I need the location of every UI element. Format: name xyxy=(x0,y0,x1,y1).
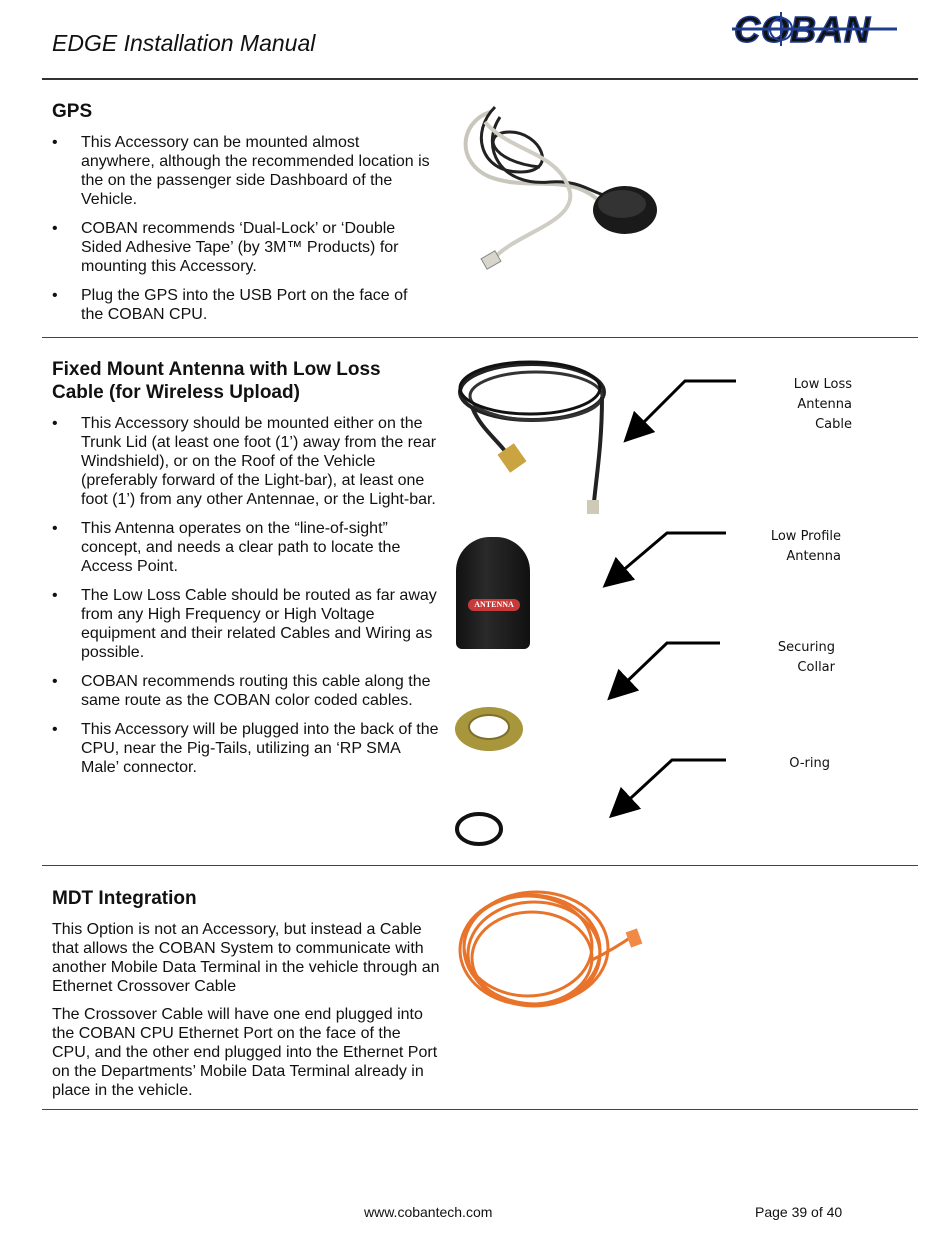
cable-callout-label: Low Loss Antenna Cable xyxy=(793,377,852,432)
mdt-paragraph-1: This Option is not an Accessory, but instead a Cable that allows the COBAN System to communicate with another Mobile Data Terminal in the vehicle through an Ethernet Crossover Cable xyxy=(52,921,440,995)
section-divider xyxy=(42,1109,918,1110)
antenna-callout-arrow xyxy=(614,533,726,578)
list-item: • This Antenna operates on the “line-of-sight” concept, and needs a clear path to locate the Access Point. xyxy=(52,520,401,575)
list-item: • COBAN recommends routing this cable along the same route as the COBAN color coded cables. xyxy=(52,673,431,709)
list-item: • This Accessory should be mounted either on the Trunk Lid (at least one foot (1’) away from the rear Windshield), or on the Roof of the Vehicle (preferably forward of the Light-bar), at least one foot (1’) from any other Antennae, or the Light-bar. xyxy=(52,415,437,508)
list-item: • Plug the GPS into the USB Port on the face of the COBAN CPU. xyxy=(52,287,408,323)
gps-section-title: GPS xyxy=(52,101,93,122)
mdt-paragraph-2: The Crossover Cable will have one end plugged into the COBAN CPU Ethernet Port on the face of the CPU, and the other end plugged into the Ethernet Port on the Departments’ Mobile Data Terminal already in place in the vehicle. xyxy=(52,1006,438,1099)
antenna-section-title: Fixed Mount Antenna with Low Loss Cable (for Wireless Upload) xyxy=(52,359,381,403)
svg-text:COBAN: COBAN xyxy=(734,9,871,50)
footer-page-number: Page 39 of 40 xyxy=(755,1204,843,1220)
cable-callout-arrow xyxy=(634,381,736,432)
antenna-callout-label: Low Profile Antenna xyxy=(770,529,841,564)
oring-callout-label: O-ring xyxy=(789,756,830,771)
ethernet-cable-image xyxy=(452,880,652,1020)
list-item: • COBAN recommends ‘Dual-Lock’ or ‘Double Sided Adhesive Tape’ (by 3M™ Products) for mounting this Accessory. xyxy=(52,220,399,275)
mdt-section-title: MDT Integration xyxy=(52,888,197,909)
list-item: • This Accessory will be plugged into the back of the CPU, near the Pig-Tails, utilizing an ‘RP SMA Male’ connector. xyxy=(52,721,439,776)
collar-callout-arrow xyxy=(618,643,720,690)
footer-website: www.cobantech.com xyxy=(364,1204,493,1220)
document-title: EDGE Installation Manual xyxy=(52,30,316,56)
list-item: • The Low Loss Cable should be routed as far away from any High Frequency or High Voltage equipment and their related Cables and Wiring as possible. xyxy=(52,587,437,661)
section-divider xyxy=(42,865,918,866)
collar-callout-label: Securing Collar xyxy=(777,640,835,675)
list-item: • This Accessory can be mounted almost anywhere, although the recommended location is the on the passenger side Dashboard of the Vehicle. xyxy=(52,134,430,208)
antenna-sticker: ANTENNA xyxy=(468,599,520,611)
oring-callout-arrow xyxy=(620,760,726,808)
